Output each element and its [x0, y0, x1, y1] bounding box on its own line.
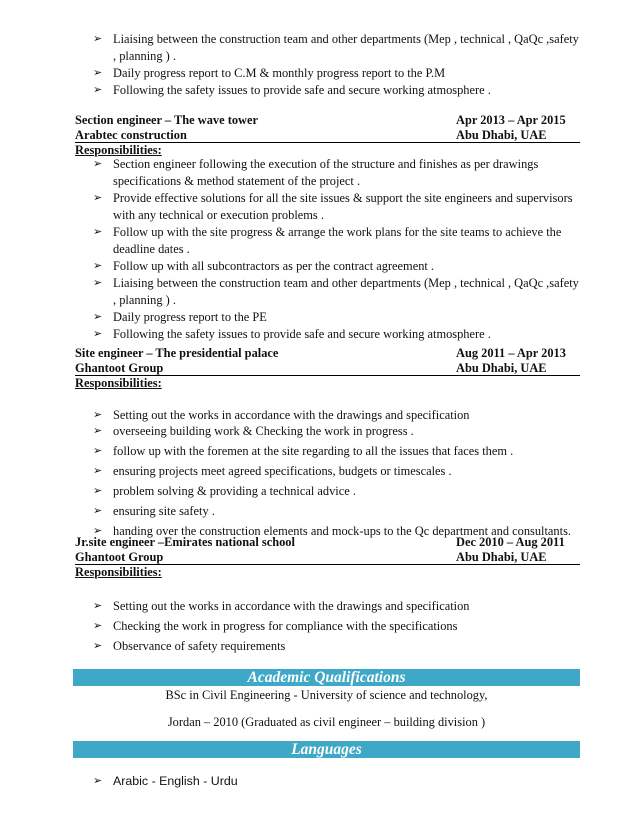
job-header-2	[75, 346, 580, 391]
arrow-bullet-icon: ➢	[93, 277, 103, 289]
job-title: Site engineer – The presidential palace	[75, 346, 279, 360]
list-item: ➢ handing over the construction elements and mock-ups to the Qc department and consultants.	[93, 524, 571, 538]
list-item: ➢ Liaising between the construction team and other departments (Mep , technical , QaQc ,safety , planning ) .	[93, 32, 579, 63]
arrow-bullet-icon: ➢	[93, 84, 103, 96]
list-item: ➢ Following the safety issues to provide safe and secure working atmosphere .	[93, 327, 491, 341]
list-item: ➢ problem solving & providing a technical advice .	[93, 484, 356, 498]
list-item: ➢ Provide effective solutions for all the site issues & support the site engineers and supervisors with any technical or execution problems .	[93, 191, 573, 222]
job-title: Jr.site engineer –Emirates national school	[75, 535, 295, 549]
responsibilities-label: Responsibilities:	[75, 143, 162, 157]
arrow-bullet-icon: ➢	[93, 620, 103, 632]
job-location: Abu Dhabi, UAE	[456, 361, 547, 375]
job-location: Abu Dhabi, UAE	[456, 550, 547, 564]
responsibilities-label: Responsibilities:	[75, 565, 162, 579]
arrow-bullet-icon: ➢	[93, 525, 103, 537]
arrow-bullet-icon: ➢	[93, 640, 103, 652]
arrow-bullet-icon: ➢	[93, 775, 103, 787]
list-item: ➢ follow up with the foremen at the site regarding to all the issues that faces them .	[93, 444, 514, 458]
list-item: ➢ Arabic - English - Urdu	[93, 774, 238, 788]
list-item: ➢ Section engineer following the execution of the structure and finishes as per drawings specifications & method statement of the project .	[93, 157, 539, 188]
job-location: Abu Dhabi, UAE	[456, 128, 547, 142]
arrow-bullet-icon: ➢	[93, 485, 103, 497]
arrow-bullet-icon: ➢	[93, 600, 103, 612]
responsibilities-label: Responsibilities:	[75, 376, 162, 390]
job-2-bullet-list	[73, 406, 580, 539]
arrow-bullet-icon: ➢	[93, 465, 103, 477]
job-header-3	[75, 535, 580, 580]
list-item: ➢ Checking the work in progress for compliance with the specifications	[73, 616, 580, 636]
arrow-bullet-icon: ➢	[93, 67, 103, 79]
company-name: Ghantoot Group	[75, 361, 164, 375]
arrow-bullet-icon: ➢	[93, 409, 103, 421]
academic-qualifications-heading: Academic Qualifications	[73, 669, 580, 686]
arrow-bullet-icon: ➢	[93, 226, 103, 238]
arrow-bullet-icon: ➢	[93, 445, 103, 457]
list-item: ➢ Daily progress report to the PE	[93, 310, 267, 324]
list-item: ➢ Follow up with all subcontractors as per the contract agreement .	[93, 259, 435, 273]
arrow-bullet-icon: ➢	[93, 158, 103, 170]
job-header-1	[75, 113, 580, 158]
arrow-bullet-icon: ➢	[93, 311, 103, 323]
list-item: ➢ Observance of safety requirements	[73, 636, 580, 656]
arrow-bullet-icon: ➢	[93, 425, 103, 437]
arrow-bullet-icon: ➢	[93, 33, 103, 45]
list-item: ➢ overseeing building work & Checking the work in progress .	[93, 424, 414, 438]
list-item: ➢ Setting out the works in accordance with the drawings and specification	[73, 596, 580, 616]
list-item: ➢ Following the safety issues to provide safe and secure working atmosphere .	[93, 83, 491, 97]
job-dates: Aug 2011 – Apr 2013	[456, 346, 566, 360]
list-item: ➢ Daily progress report to C.M & monthly progress report to the P.M	[93, 66, 446, 80]
arrow-bullet-icon: ➢	[93, 192, 103, 204]
list-item: ➢ Liaising between the construction team and other departments (Mep , technical , QaQc ,safety , planning ) .	[93, 276, 579, 307]
list-item: ➢ Follow up with the site progress & arrange the work plans for the site teams to achieve the deadline dates .	[93, 225, 562, 256]
job-dates: Dec 2010 – Aug 2011	[456, 535, 565, 549]
company-name: Arabtec construction	[75, 128, 187, 142]
languages-heading: Languages	[73, 741, 580, 758]
degree-line: BSc in Civil Engineering - University of science and technology,	[165, 688, 488, 702]
arrow-bullet-icon: ➢	[93, 505, 103, 517]
list-item: ➢ Setting out the works in accordance with the drawings and specification	[93, 408, 470, 422]
job-title: Section engineer – The wave tower	[75, 113, 258, 127]
languages-list	[73, 773, 580, 790]
job-3-bullet-list	[73, 596, 580, 656]
graduation-line: Jordan – 2010 (Graduated as civil engineer – building division )	[167, 715, 486, 729]
top-bullet-list	[73, 31, 580, 99]
arrow-bullet-icon: ➢	[93, 328, 103, 340]
company-name: Ghantoot Group	[75, 550, 164, 564]
job-1-bullet-list	[73, 156, 580, 343]
list-item: ➢ ensuring site safety .	[93, 504, 215, 518]
list-item: ➢ ensuring projects meet agreed specifications, budgets or timescales .	[93, 464, 452, 478]
arrow-bullet-icon: ➢	[93, 260, 103, 272]
job-dates: Apr 2013 – Apr 2015	[456, 113, 566, 127]
